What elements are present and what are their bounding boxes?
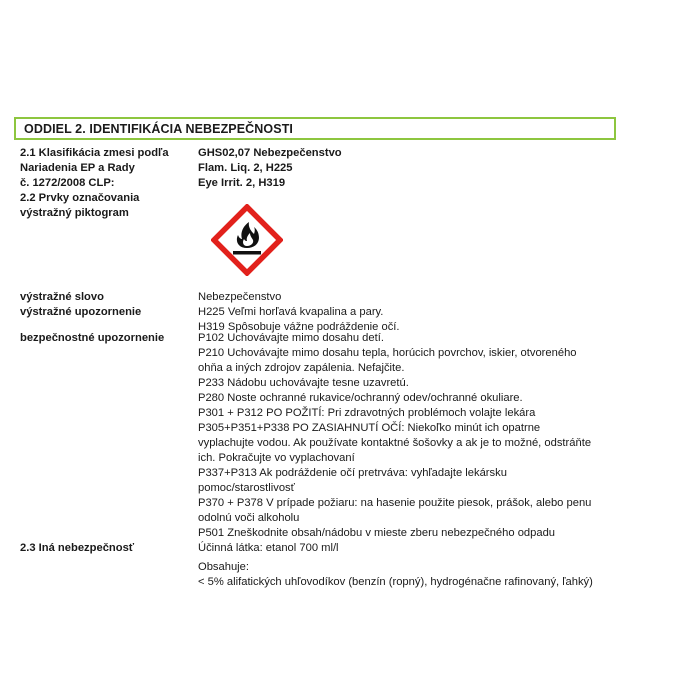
hazard-h225: H225 Veľmi horľavá kvapalina a pary. xyxy=(198,306,384,318)
precaution-line: odolnú voči alkoholu xyxy=(198,512,300,524)
precaution-line: P501 Zneškodnite obsah/nádobu v mieste zberu nebezpečného odpadu xyxy=(198,527,556,539)
precaution-line: P337+P313 Ak podráždenie očí pretrváva: vyhľadajte lekársku xyxy=(198,467,507,479)
contains-value: < 5% alifatických uhľovodíkov (benzín (ropný), hydrogénačne rafinovaný, ľahký) xyxy=(198,576,593,588)
classification-value-ghs: GHS02,07 Nebezpečenstvo xyxy=(198,147,342,159)
precaution-line: ohňa a iných zdrojov zapálenia. Nefajčite. xyxy=(198,362,405,374)
classification-label-line-3: č. 1272/2008 CLP: xyxy=(20,177,115,189)
precautionary-statements-label: bezpečnostné upozornenie xyxy=(20,332,165,344)
signal-word-value: Nebezpečenstvo xyxy=(198,291,282,303)
precaution-line: P210 Uchovávajte mimo dosahu tepla, horúcich povrchov, iskier, otvoreného xyxy=(198,347,577,359)
hazard-statements-label: výstražné upozornenie xyxy=(20,306,142,318)
precaution-line: P301 + P312 PO POŽITÍ: Pri zdravotných problémoch volajte lekára xyxy=(198,407,536,419)
contains-label: Obsahuje: xyxy=(198,561,249,573)
ghs02-flame-icon xyxy=(211,204,283,276)
precaution-line: vyplachujte vodou. Ak používate kontaktné šošovky a ak je to možné, odstráňte xyxy=(198,437,592,449)
precaution-line: P370 + P378 V prípade požiaru: na hasenie použite piesok, prášok, alebo penu xyxy=(198,497,592,509)
pictogram-label: výstražný piktogram xyxy=(20,207,129,219)
labelling-elements-label: 2.2 Prvky označovania xyxy=(20,192,140,204)
section-title: ODDIEL 2. IDENTIFIKÁCIA NEBEZPEČNOSTI xyxy=(24,121,294,136)
precaution-line: P233 Nádobu uchovávajte tesne uzavretú. xyxy=(198,377,409,389)
precaution-line: pomoc/starostlivosť xyxy=(198,482,295,494)
precaution-line: P305+P351+P338 PO ZASIAHNUTÍ OČÍ: Niekoľko minút ich opatrne xyxy=(198,422,541,434)
classification-value-eye: Eye Irrit. 2, H319 xyxy=(198,177,286,189)
active-substance: Účinná látka: etanol 700 ml/l xyxy=(198,542,339,554)
precaution-line: ich. Pokračujte vo vyplachovaní xyxy=(198,452,355,464)
hazard-h319: H319 Spôsobuje vážne podráždenie očí. xyxy=(198,321,400,333)
section-header xyxy=(14,117,616,140)
precaution-line: P102 Uchovávajte mimo dosahu detí. xyxy=(198,332,384,344)
classification-value-flam: Flam. Liq. 2, H225 xyxy=(198,162,293,174)
other-hazards-label: 2.3 Iná nebezpečnosť xyxy=(20,542,135,554)
signal-word-label: výstražné slovo xyxy=(20,291,104,303)
precaution-line: P280 Noste ochranné rukavice/ochranný odev/ochranné okuliare. xyxy=(198,392,523,404)
classification-label-line-2: Nariadenia EP a Rady xyxy=(20,162,135,174)
classification-label-line-1: 2.1 Klasifikácia zmesi podľa xyxy=(20,147,169,159)
